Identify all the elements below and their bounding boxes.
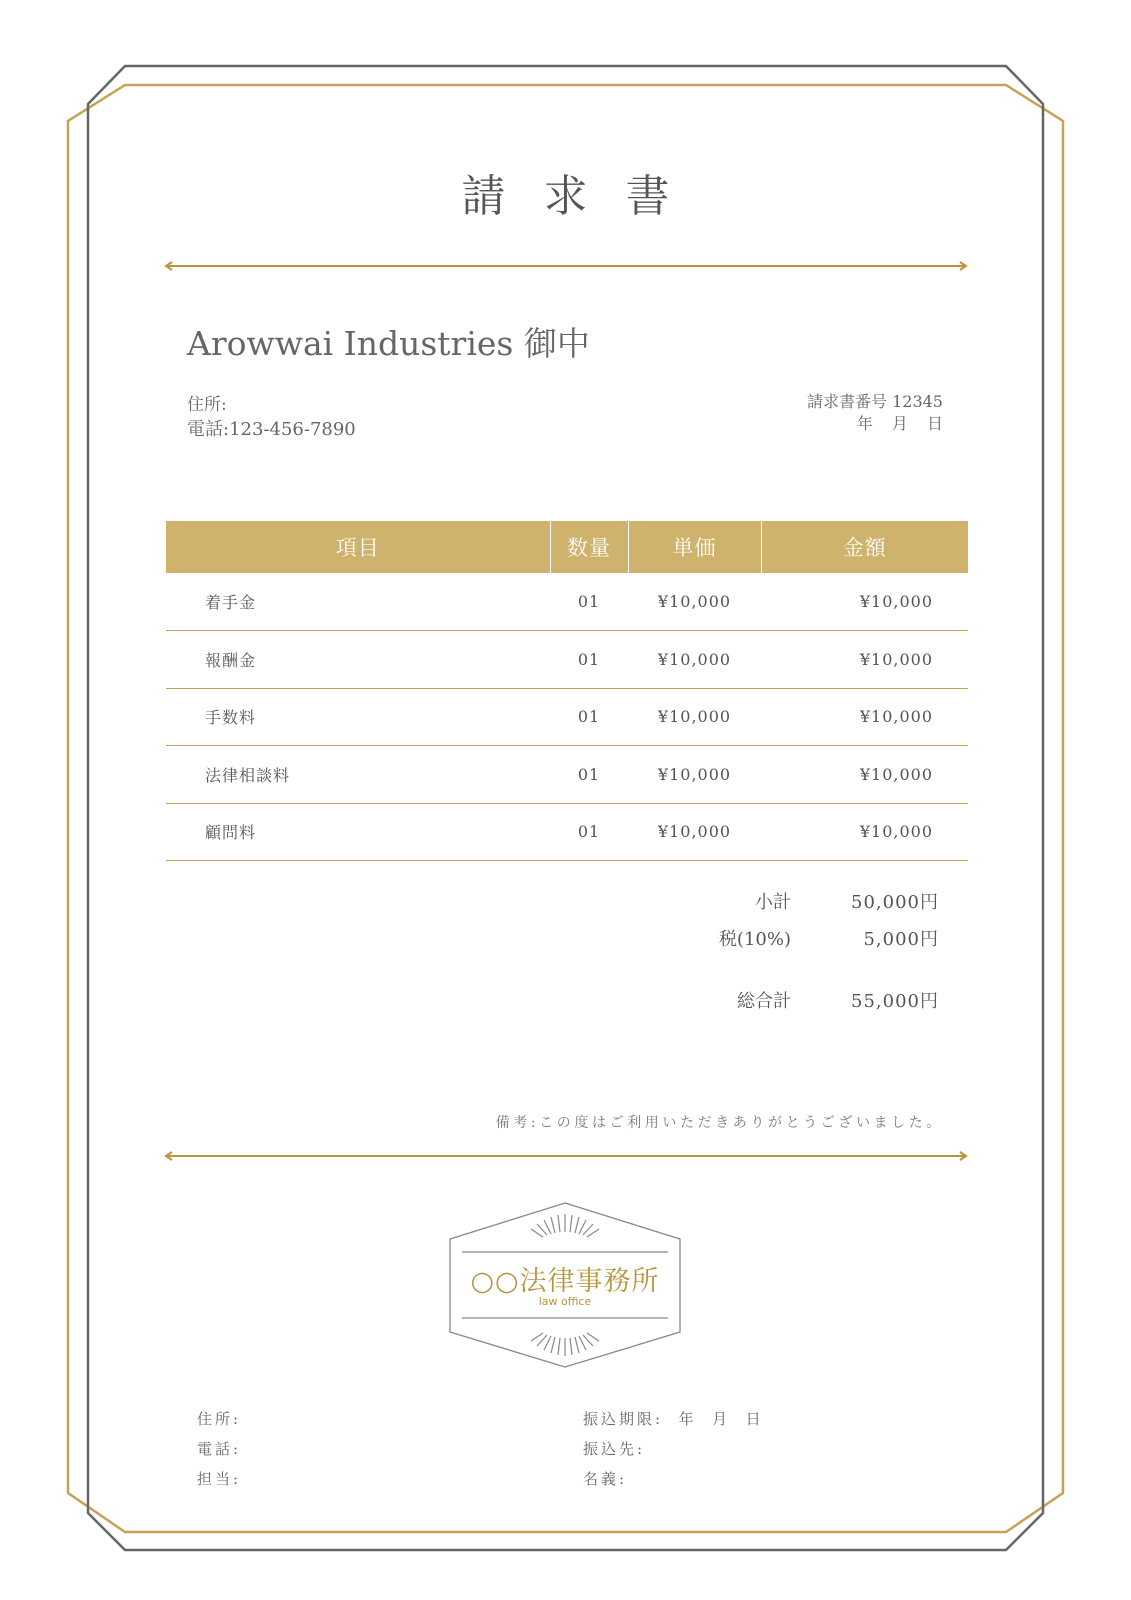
footer-contact-label: 担当: [197, 1470, 242, 1488]
header-amount: 金額 [761, 521, 968, 573]
item-cell: 着手金 [166, 573, 550, 631]
footer-divider [166, 1152, 966, 1160]
header-item: 項目 [166, 521, 550, 573]
notes: 備考:この度はご利用いただきありがとうございました。 [495, 1115, 944, 1131]
header-unit-price: 単価 [628, 521, 761, 573]
unit-price-cell: ¥10,000 [628, 573, 761, 631]
amount-cell: ¥10,000 [761, 803, 968, 861]
invoice-date: 年 月 日 [856, 414, 943, 433]
table-row [166, 688, 968, 746]
amount-cell: ¥10,000 [761, 688, 968, 746]
table-row [166, 573, 968, 631]
footer-address-label: 住所: [197, 1410, 242, 1428]
unit-price-cell: ¥10,000 [628, 631, 761, 689]
quantity-cell: 01 [550, 631, 628, 689]
title-divider [166, 262, 966, 270]
footer-account-name-label: 名義: [583, 1470, 628, 1488]
amount-cell: ¥10,000 [761, 746, 968, 804]
document-title: 請求書 [461, 171, 708, 222]
footer-deadline-label: 振込期限: 年 月 日 [583, 1410, 764, 1428]
quantity-cell: 01 [550, 573, 628, 631]
footer-bank-label: 振込先: [583, 1440, 646, 1458]
logo-office-name: ○○法律事務所 [470, 1266, 660, 1297]
logo-subtitle: law office [538, 1295, 592, 1308]
table-row [166, 803, 968, 861]
header-quantity: 数量 [550, 521, 628, 573]
client-phone-label: 電話:123-456-7890 [187, 419, 356, 440]
subtotal-value: 50,000円 [851, 892, 939, 913]
total-label: 総合計 [737, 991, 791, 1012]
footer-phone-label: 電話: [197, 1440, 242, 1458]
amount-cell: ¥10,000 [761, 631, 968, 689]
tax-value: 5,000円 [863, 929, 939, 950]
unit-price-cell: ¥10,000 [628, 803, 761, 861]
quantity-cell: 01 [550, 746, 628, 804]
item-cell: 法律相談料 [166, 746, 550, 804]
quantity-cell: 01 [550, 688, 628, 746]
client-address-label: 住所: [187, 395, 227, 415]
item-cell: 顧問料 [166, 803, 550, 861]
subtotal-label: 小計 [755, 892, 791, 913]
items-table [166, 521, 968, 861]
table-row [166, 631, 968, 689]
unit-price-cell: ¥10,000 [628, 688, 761, 746]
amount-cell: ¥10,000 [761, 573, 968, 631]
client-name: Arowwai Industries 御中 [187, 324, 590, 363]
quantity-cell: 01 [550, 803, 628, 861]
item-cell: 報酬金 [166, 631, 550, 689]
unit-price-cell: ¥10,000 [628, 746, 761, 804]
item-cell: 手数料 [166, 688, 550, 746]
table-header-row [166, 521, 968, 573]
invoice-number: 請求書番号 12345 [807, 392, 943, 411]
tax-label: 税(10%) [718, 929, 791, 950]
sunburst-top-icon [531, 1214, 599, 1237]
total-value: 55,000円 [851, 991, 939, 1012]
table-row [166, 746, 968, 804]
sunburst-bottom-icon [531, 1333, 599, 1356]
